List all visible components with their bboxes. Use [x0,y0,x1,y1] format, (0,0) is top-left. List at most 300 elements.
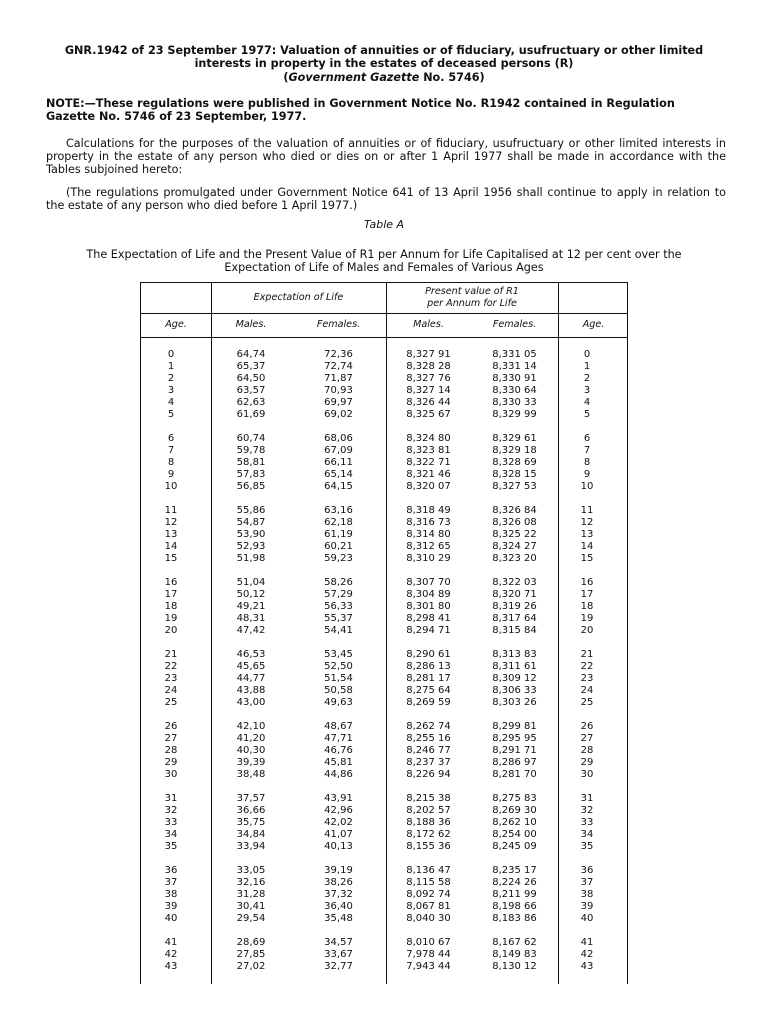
row-group [291,649,386,709]
table-cell: 30 [164,768,178,780]
present-value-header-line-1: Present value of R1 [425,286,519,297]
table-cell: 8,304 89 [406,588,451,600]
row-group [558,577,616,637]
table-cell: 8 [583,456,591,468]
table-cell: 12 [164,516,178,528]
table-cell: 7 [167,444,175,456]
table-cell: 42,96 [324,805,353,816]
table-cell: 27 [580,732,594,744]
table-cell: 8,316 73 [406,516,451,528]
table-cell: 8,183 86 [492,912,537,924]
table-cell: 54,41 [324,624,353,636]
table-cell: 8,331 14 [492,360,537,372]
table-cell: 61,69 [236,408,266,420]
table-cell: 55,86 [236,504,266,516]
table-cell: 70,93 [324,384,353,396]
table-cell: 51,04 [236,577,266,588]
table-cell: 65,14 [324,468,353,480]
table-label: Table A [363,218,405,231]
row-group [211,505,291,565]
table-cell: 31 [164,793,178,805]
row-group [558,793,616,853]
column-age-left [141,349,201,985]
row-group [386,505,471,565]
gazette-number: No. 5746) [419,70,485,84]
row-group [386,937,471,973]
table-cell: 8,215 38 [406,793,451,805]
table-cell: 2 [167,372,175,384]
row-group [211,937,291,973]
table-cell: 8,067 81 [406,900,451,912]
table-cell: 14 [580,540,594,552]
table-cell: 8,326 84 [492,504,537,516]
table-cell: 32,77 [324,960,353,972]
table-cell: 34,84 [236,828,266,840]
row-group [471,433,558,493]
table-cell: 29,54 [236,912,266,924]
table-cell: 57,29 [324,588,353,600]
table-cell: 7 [583,444,591,456]
column-female-present-value [471,349,558,985]
table-cell: 0 [167,349,175,360]
title-line-2: interests in property in the estates of deceased persons (R) [194,57,574,71]
table-caption-line-2: Expectation of Life of Males and Females of Various Ages [224,261,544,275]
row-group [141,937,201,973]
table-cell: 33,94 [236,840,266,852]
table-cell: 31,28 [236,888,266,900]
table-cell: 8,237 37 [406,756,451,768]
table-cell: 34 [580,828,594,840]
present-value-header-line-2: per Annum for Life [427,298,517,309]
table-cell: 3 [583,384,591,396]
table-cell: 42 [164,949,178,961]
table-cell: 22 [580,660,594,672]
col-header-females: Females. [316,319,361,330]
table-cell: 20 [164,624,178,636]
table-cell: 59,23 [324,552,353,564]
table-cell: 29 [580,756,594,768]
table-cell: 8,301 80 [406,600,451,612]
table-cell: 28 [580,744,594,756]
table-cell: 38,48 [236,768,266,780]
table-cell: 22 [164,660,178,672]
table-cell: 26 [164,721,178,733]
table-cell: 42 [580,949,594,961]
expectation-of-life-header: Expectation of Life [253,292,344,303]
col-header-pv-females: Females. [492,319,537,330]
table-cell: 48,67 [324,721,353,733]
table-cell: 16 [580,577,594,588]
table-cell: 24 [580,684,594,696]
table-cell: 8,290 61 [406,649,451,661]
table-cell: 18 [164,600,178,612]
row-group [141,349,201,420]
table-cell: 8,291 71 [492,744,537,756]
table-cell: 0 [583,349,591,360]
table-cell: 47,71 [324,732,353,744]
table-cell: 60,74 [236,432,266,444]
row-group [291,433,386,493]
row-group [211,865,291,925]
table-cell: 8,328 28 [406,360,451,372]
table-cell: 8,149 83 [492,949,537,961]
table-cell: 51,98 [236,552,266,564]
table-cell: 8,155 36 [406,840,451,852]
table-cell: 18 [580,600,594,612]
table-cell: 54,87 [236,516,266,528]
table-cell: 8,331 05 [492,349,537,360]
table-cell: 50,12 [236,588,266,600]
table-cell: 31 [580,793,594,805]
row-group [386,349,471,420]
table-cell: 8,322 03 [492,577,537,588]
table-cell: 68,06 [324,432,353,444]
table-cell: 69,97 [324,396,353,408]
row-group [558,865,616,925]
row-group [386,433,471,493]
table-cell: 58,81 [236,456,266,468]
table-cell: 8,320 71 [492,588,537,600]
table-cell: 8 [167,456,175,468]
table-cell: 66,11 [324,456,353,468]
table-cell: 39,19 [324,865,353,877]
title-line-1: GNR.1942 of 23 September 1977: Valuation of annuities or of fiduciary, usufructuary or other limited [64,44,704,57]
table-cell: 8,313 83 [492,649,537,661]
table-cell: 8,329 61 [492,432,537,444]
row-group [141,505,201,565]
table-cell: 8,198 66 [492,900,537,912]
table-cell: 44,77 [236,672,266,684]
row-group [471,349,558,420]
row-group [558,937,616,973]
table-cell: 8,245 09 [492,840,537,852]
table-cell: 51,54 [324,672,353,684]
table-cell: 37,32 [324,888,353,900]
row-group [211,721,291,781]
column-male-expectation [211,349,291,985]
table-cell: 14 [164,540,178,552]
table-cell: 8,324 80 [406,432,451,444]
table-cell: 8,040 30 [406,912,451,924]
table-cell: 8,330 64 [492,384,537,396]
table-cell: 1 [167,360,175,372]
table-cell: 72,36 [324,349,353,360]
table-cell: 55,37 [324,612,353,624]
row-group [291,505,386,565]
table-cell: 8,188 36 [406,816,451,828]
table-cell: 8,307 70 [406,577,451,588]
gazette-name: Government Gazette [288,70,420,84]
row-group [386,865,471,925]
table-cell: 72,74 [324,360,353,372]
table-cell: 8,329 99 [492,408,537,420]
row-group [471,793,558,853]
table-cell: 8,323 81 [406,444,451,456]
table-cell: 8,294 71 [406,624,451,636]
table-cell: 8,328 15 [492,468,537,480]
table-cell: 15 [164,552,178,564]
table-cell: 8,315 84 [492,624,537,636]
table-cell: 8,306 33 [492,684,537,696]
row-group [291,865,386,925]
table-cell: 8,321 46 [406,468,451,480]
column-female-expectation [291,349,386,985]
table-cell: 33 [580,816,594,828]
table-cell: 19 [580,612,594,624]
table-cell: 8,269 59 [406,696,451,708]
present-value-header [386,286,558,310]
table-cell: 35 [164,840,178,852]
table-cell: 8,275 83 [492,793,537,805]
table-cell: 8,310 29 [406,552,451,564]
table-cell: 46,53 [236,649,266,661]
table-cell: 8,311 61 [492,660,537,672]
title-line-3-open: ( [283,70,289,84]
table-cell: 8,330 33 [492,396,537,408]
table-cell: 64,50 [236,372,266,384]
row-group [386,793,471,853]
table-cell: 33 [164,816,178,828]
table-cell: 8,327 76 [406,372,451,384]
table-cell: 8,092 74 [406,888,451,900]
table-cell: 8,172 62 [406,828,451,840]
table-cell: 63,16 [324,504,353,516]
table-cell: 43,91 [324,793,353,805]
table-cell: 53,90 [236,528,266,540]
row-group [471,865,558,925]
table-cell: 32 [580,805,594,816]
table-cell: 42,02 [324,816,353,828]
table-cell: 35,48 [324,912,353,924]
table-cell: 49,21 [236,600,266,612]
table-cell: 8,262 74 [406,721,451,733]
row-group [141,433,201,493]
table-cell: 8,312 65 [406,540,451,552]
table-cell: 27 [164,732,178,744]
table-cell: 50,58 [324,684,353,696]
table-cell: 34,57 [324,937,353,949]
table-cell: 10 [580,480,594,492]
table-cell: 65,37 [236,360,266,372]
table-cell: 8,327 14 [406,384,451,396]
table-cell: 43 [580,960,594,972]
table-cell: 5 [583,408,591,420]
row-group [211,793,291,853]
table-cell: 69,02 [324,408,353,420]
table-cell: 2 [583,372,591,384]
row-group [141,649,201,709]
table-cell: 56,33 [324,600,353,612]
table-cell: 41,07 [324,828,353,840]
row-group [471,505,558,565]
table-cell: 8,318 49 [406,504,451,516]
table-cell: 30,41 [236,900,266,912]
table-cell: 8,254 00 [492,828,537,840]
table-cell: 8,323 20 [492,552,537,564]
table-cell: 8,115 58 [406,877,451,889]
table-cell: 8,324 27 [492,540,537,552]
table-cell: 3 [167,384,175,396]
table-cell: 49,63 [324,696,353,708]
table-cell: 43 [164,960,178,972]
table-cell: 16 [164,577,178,588]
row-group [471,721,558,781]
table-cell: 27,02 [236,960,266,972]
table-cell: 57,83 [236,468,266,480]
table-cell: 5 [167,408,175,420]
table-caption [60,248,708,275]
table-cell: 8,299 81 [492,721,537,733]
table-cell: 38 [164,888,178,900]
row-group [471,577,558,637]
col-header-age-right: Age. [582,319,605,330]
table-cell: 71,87 [324,372,353,384]
column-age-right [558,349,616,985]
table-header-rule [141,337,627,338]
table-cell: 59,78 [236,444,266,456]
col-header-males: Males. [235,319,267,330]
col-header-pv-males: Males. [413,319,444,330]
body-paragraph-2: (The regulations promulgated under Government Notice 641 of 13 April 1956 shall continue to apply in relation to the estate of any person who died before 1 April 1977.) [46,186,726,213]
row-group [558,433,616,493]
table-cell: 8,281 70 [492,768,537,780]
table-cell: 37,57 [236,793,266,805]
table-cell: 44,86 [324,768,353,780]
table-cell: 8,303 26 [492,696,537,708]
table-cell: 11 [164,504,178,516]
life-expectancy-table [140,282,628,984]
table-cell: 12 [580,516,594,528]
table-header-rule [141,313,627,314]
row-group [141,793,201,853]
table-cell: 8,281 17 [406,672,451,684]
table-cell: 52,50 [324,660,353,672]
table-cell: 53,45 [324,649,353,661]
table-cell: 8,286 97 [492,756,537,768]
table-cell: 28,69 [236,937,266,949]
column-male-present-value [386,349,471,985]
table-cell: 13 [164,528,178,540]
table-cell: 38 [580,888,594,900]
row-group [211,433,291,493]
table-cell: 8,167 62 [492,937,537,949]
table-cell: 1 [583,360,591,372]
table-cell: 8,226 94 [406,768,451,780]
table-cell: 8,320 07 [406,480,451,492]
table-cell: 42,10 [236,721,266,733]
table-cell: 41 [164,937,178,949]
table-cell: 62,18 [324,516,353,528]
row-group [386,649,471,709]
table-cell: 64,74 [236,349,266,360]
table-cell: 33,67 [324,949,353,961]
row-group [471,937,558,973]
table-cell: 39 [164,900,178,912]
table-cell: 34 [164,828,178,840]
row-group [141,865,201,925]
table-cell: 8,327 91 [406,349,451,360]
table-cell: 8,327 53 [492,480,537,492]
table-cell: 9 [583,468,591,480]
table-cell: 46,76 [324,744,353,756]
row-group [291,349,386,420]
table-cell: 38,26 [324,877,353,889]
row-group [211,577,291,637]
table-cell: 43,88 [236,684,266,696]
table-cell: 8,330 91 [492,372,537,384]
table-cell: 8,326 08 [492,516,537,528]
table-cell: 25 [580,696,594,708]
table-cell: 48,31 [236,612,266,624]
table-cell: 25 [164,696,178,708]
table-cell: 40,30 [236,744,266,756]
row-group [291,721,386,781]
table-cell: 61,19 [324,528,353,540]
table-cell: 26 [580,721,594,733]
table-cell: 8,269 30 [492,805,537,816]
table-cell: 7,943 44 [406,960,451,972]
title-line-3 [40,71,728,84]
table-cell: 8,275 64 [406,684,451,696]
table-cell: 41,20 [236,732,266,744]
table-cell: 27,85 [236,949,266,961]
table-cell: 36,40 [324,900,353,912]
table-cell: 32 [164,805,178,816]
table-cell: 36 [164,865,178,877]
table-cell: 19 [164,612,178,624]
table-cell: 11 [580,504,594,516]
table-caption-line-1: The Expectation of Life and the Present Value of R1 per Annum for Life Capitalised at 12 per cent over the [86,248,682,261]
row-group [211,349,291,420]
table-cell: 63,57 [236,384,266,396]
table-cell: 8,255 16 [406,732,451,744]
table-cell: 29 [164,756,178,768]
table-cell: 4 [583,396,591,408]
table-cell: 64,15 [324,480,353,492]
table-cell: 8,262 10 [492,816,537,828]
table-cell: 41 [580,937,594,949]
table-cell: 8,202 57 [406,805,451,816]
table-cell: 43,00 [236,696,266,708]
table-cell: 6 [167,432,175,444]
document-title [40,44,728,84]
table-cell: 23 [164,672,178,684]
table-cell: 8,325 67 [406,408,451,420]
row-group [291,793,386,853]
table-cell: 21 [164,649,178,661]
table-cell: 37 [164,877,178,889]
table-cell: 67,09 [324,444,353,456]
table-cell: 35,75 [236,816,266,828]
table-cell: 37 [580,877,594,889]
table-cell: 8,295 95 [492,732,537,744]
row-group [558,349,616,420]
table-cell: 17 [164,588,178,600]
table-cell: 40 [580,912,594,924]
row-group [558,721,616,781]
table-cell: 23 [580,672,594,684]
table-cell: 8,319 26 [492,600,537,612]
row-group [386,721,471,781]
row-group [291,937,386,973]
table-cell: 21 [580,649,594,661]
table-cell: 33,05 [236,865,266,877]
table-cell: 8,246 77 [406,744,451,756]
table-cell: 17 [580,588,594,600]
row-group [386,577,471,637]
table-cell: 15 [580,552,594,564]
table-cell: 8,329 18 [492,444,537,456]
